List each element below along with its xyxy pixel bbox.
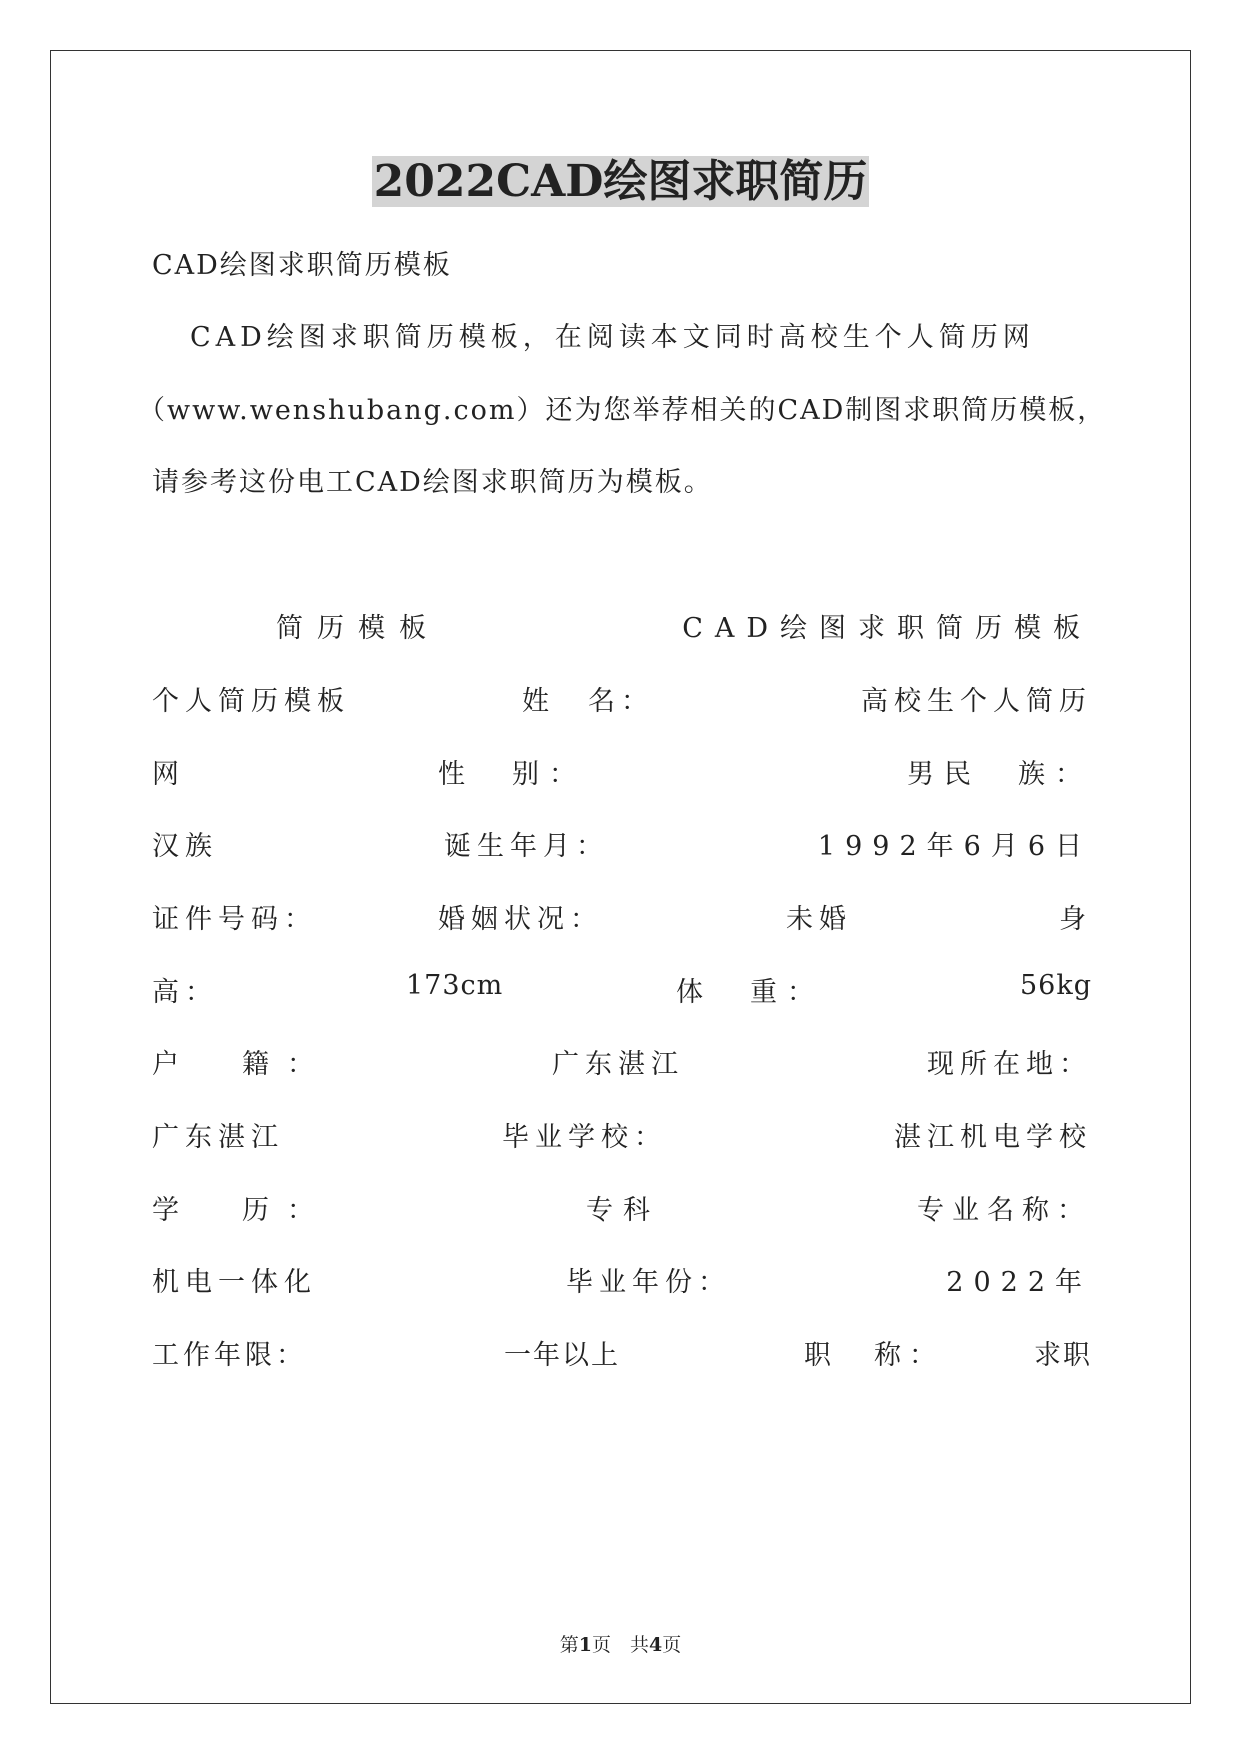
total-page-count: 4 bbox=[649, 1634, 663, 1656]
document-title bbox=[0, 150, 1241, 214]
resume-row bbox=[152, 897, 1092, 937]
resume-cell: 2022年 bbox=[946, 1267, 1092, 1298]
footer-prefix: 第 bbox=[559, 1634, 579, 1656]
footer-mid: 页 共 bbox=[591, 1634, 649, 1656]
resume-cell: 诞生年月： bbox=[444, 831, 609, 862]
resume-cell: 身 bbox=[1059, 904, 1092, 935]
resume-row bbox=[152, 606, 1092, 646]
resume-row bbox=[152, 1188, 1092, 1228]
resume-row bbox=[152, 970, 1092, 1010]
resume-cell: 56kg bbox=[1019, 970, 1092, 1001]
resume-cell: 求职 bbox=[1034, 1340, 1092, 1371]
resume-cell: CAD绘图求职简历模板 bbox=[682, 613, 1092, 644]
resume-cell: 工作年限： bbox=[152, 1340, 307, 1371]
resume-cell: 湛江机电学校 bbox=[894, 1122, 1092, 1153]
intro-line-1: CAD绘图求职简历模板，在阅读本文同时高校生个人简历网 bbox=[190, 322, 1035, 353]
resume-row bbox=[152, 824, 1092, 864]
resume-cell: 高校生个人简历 bbox=[861, 686, 1092, 717]
resume-cell: 姓 名： bbox=[522, 686, 654, 717]
resume-cell: 户 籍： bbox=[152, 1049, 332, 1080]
page-footer bbox=[0, 1630, 1241, 1657]
page-border bbox=[50, 50, 1191, 1704]
resume-cell: 1992年6月6日 bbox=[817, 831, 1092, 862]
intro-line-3: 请参考这份电工CAD绘图求职简历为模板。 bbox=[152, 467, 713, 498]
resume-row bbox=[152, 1260, 1092, 1300]
resume-row bbox=[152, 1042, 1092, 1082]
resume-cell: 毕业学校： bbox=[502, 1122, 667, 1153]
footer-suffix: 页 bbox=[662, 1634, 682, 1656]
subtitle: CAD绘图求职简历模板 bbox=[152, 250, 452, 281]
resume-row bbox=[152, 1333, 1092, 1373]
resume-cell: 机电一体化 bbox=[152, 1267, 317, 1298]
resume-cell: 高： bbox=[152, 977, 218, 1008]
resume-cell: 简历模板 bbox=[276, 613, 440, 644]
resume-cell: 173cm bbox=[406, 970, 504, 1001]
resume-cell: 体 重： bbox=[676, 977, 824, 1008]
resume-cell: 专业名称： bbox=[917, 1195, 1092, 1226]
resume-cell: 汉族 bbox=[152, 831, 218, 862]
resume-cell: 学 历： bbox=[152, 1195, 332, 1226]
title-text: 2022CAD绘图求职简历 bbox=[373, 156, 868, 207]
resume-cell: 证件号码： bbox=[152, 904, 317, 935]
resume-row bbox=[152, 1115, 1092, 1155]
resume-cell: 个人简历模板 bbox=[152, 686, 350, 717]
current-page-number: 1 bbox=[578, 1634, 592, 1656]
resume-cell: 职 称： bbox=[804, 1340, 944, 1371]
resume-cell: 男民 族： bbox=[907, 759, 1092, 790]
resume-cell: 专科 bbox=[586, 1195, 660, 1226]
resume-row bbox=[152, 679, 1092, 719]
intro-line-2: （www.wenshubang.com）还为您举荐相关的CAD制图求职简历模板， bbox=[138, 395, 1107, 426]
resume-cell: 广东湛江 bbox=[152, 1122, 284, 1153]
resume-cell: 婚姻状况： bbox=[438, 904, 603, 935]
resume-cell: 网 bbox=[152, 759, 185, 790]
resume-cell: 一年以上 bbox=[504, 1340, 620, 1371]
resume-cell: 性 别： bbox=[438, 759, 586, 790]
resume-cell: 未婚 bbox=[786, 904, 852, 935]
resume-row bbox=[152, 752, 1092, 792]
resume-cell: 毕业年份： bbox=[566, 1267, 731, 1298]
resume-cell: 广东湛江 bbox=[552, 1049, 684, 1080]
resume-cell: 现所在地： bbox=[927, 1049, 1092, 1080]
